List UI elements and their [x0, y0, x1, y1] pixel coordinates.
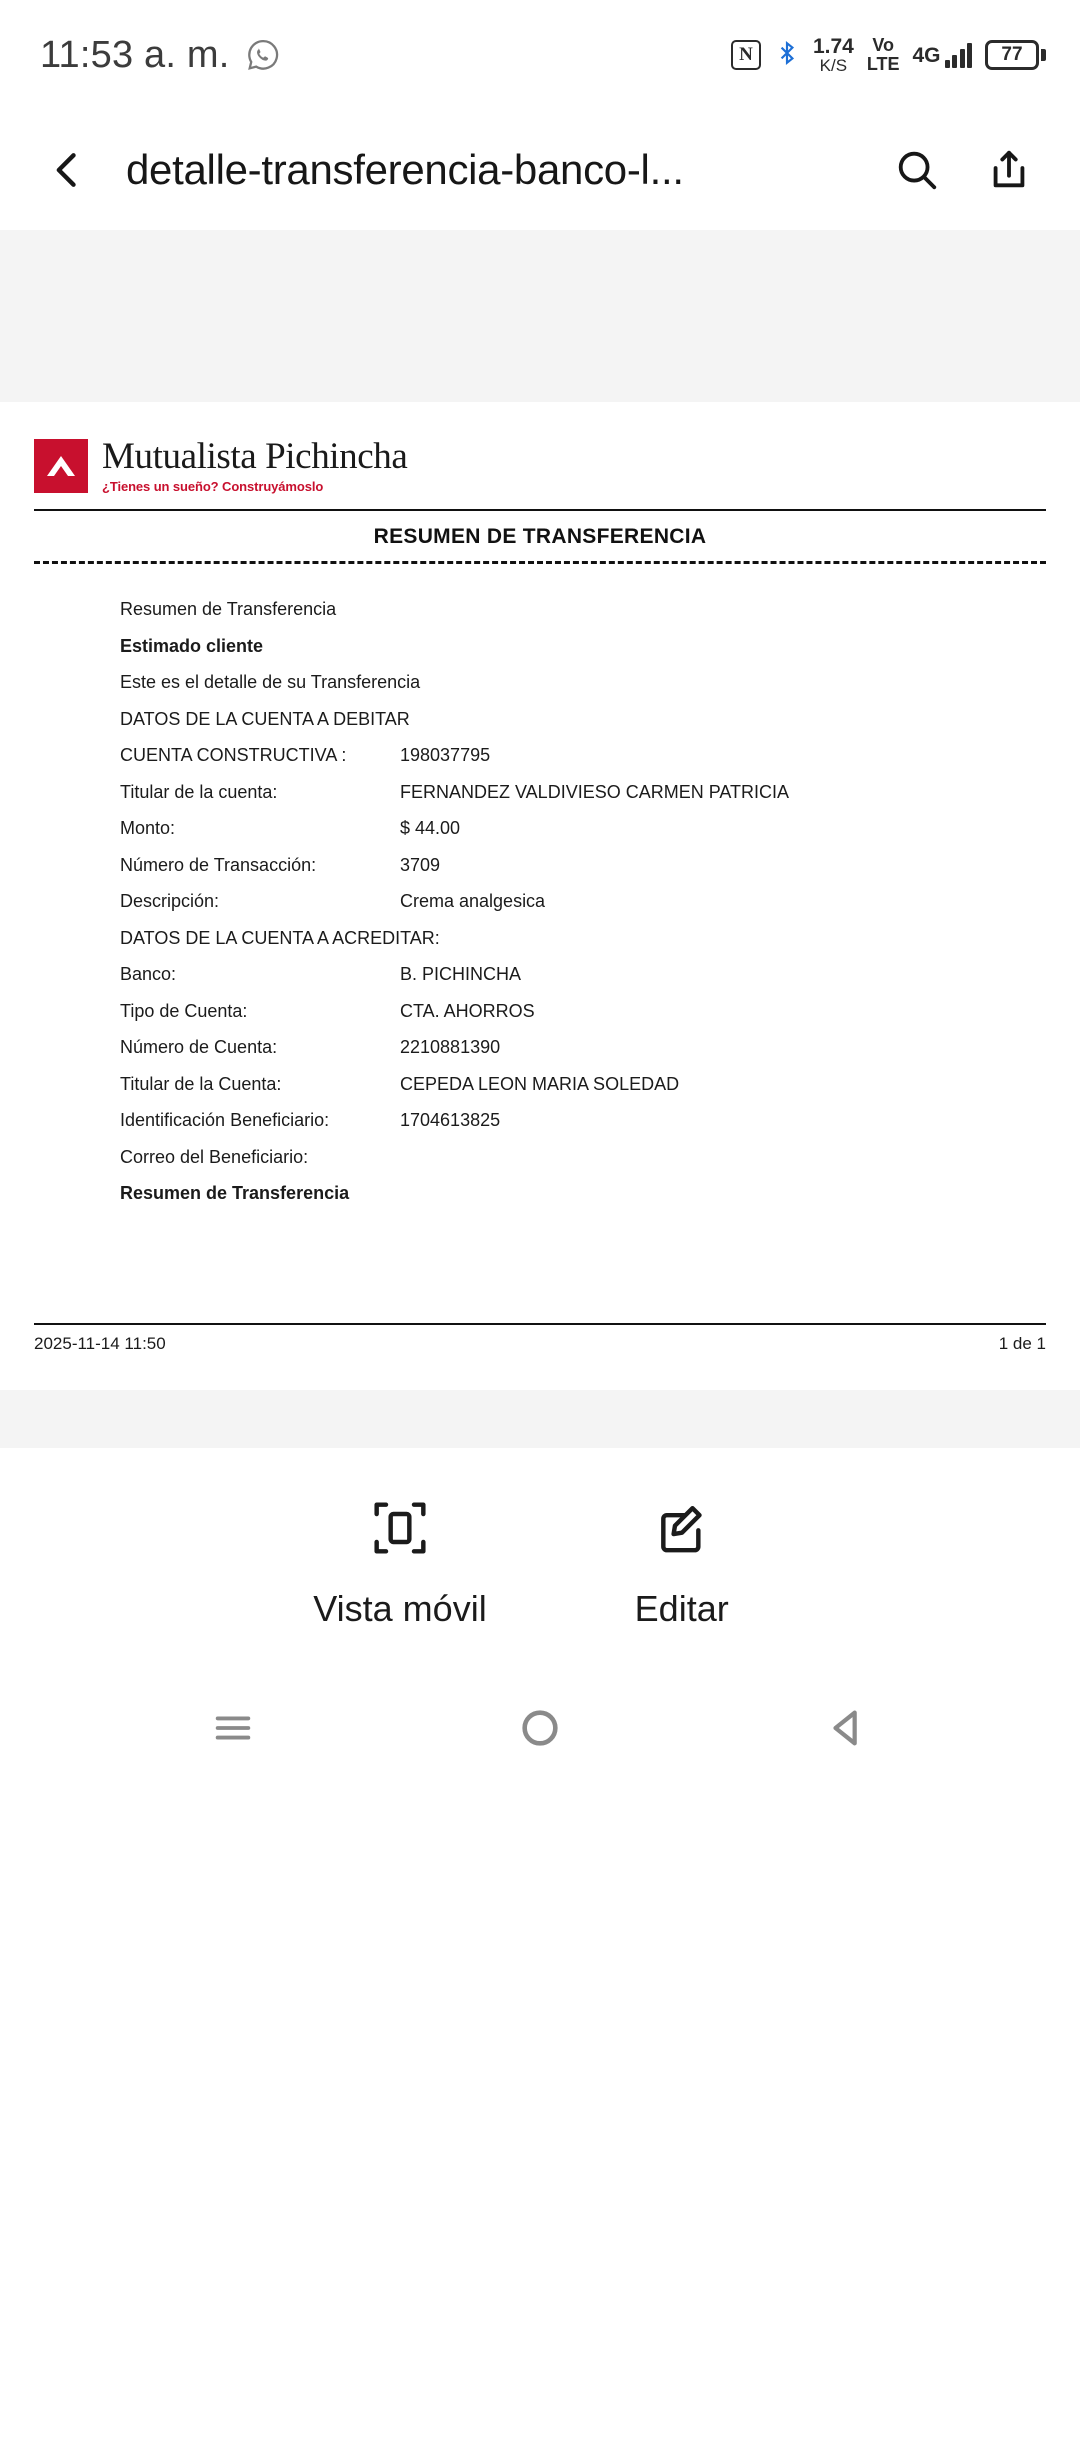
volte-line2: LTE	[866, 54, 900, 74]
status-bar-left	[40, 34, 280, 77]
edit-label: Editar	[634, 1587, 729, 1629]
table-row	[120, 781, 1060, 804]
field-label: Número de Cuenta:	[120, 1037, 278, 1057]
system-nav-bar	[0, 1668, 1080, 1788]
mutualista-mark-icon	[34, 439, 88, 493]
closing-text: Resumen de Transferencia	[120, 1183, 350, 1203]
table-row	[120, 963, 1060, 986]
field-value: 1704613825	[400, 1110, 501, 1130]
field-value: CEPEDA LEON MARIA SOLEDAD	[400, 1073, 680, 1094]
chevron-left-icon	[46, 148, 90, 192]
subtitle-line	[120, 671, 1060, 694]
field-value	[400, 1146, 1060, 1169]
share-icon	[986, 147, 1032, 193]
network-type-label: 4G	[912, 44, 941, 67]
greeting-text: Estimado cliente	[120, 635, 264, 656]
table-row	[120, 1109, 1060, 1132]
status-bar	[0, 0, 1080, 110]
field-label: Banco:	[120, 964, 177, 984]
table-row	[120, 890, 1060, 913]
recents-button[interactable]	[188, 1693, 278, 1763]
edit-icon	[654, 1497, 710, 1564]
viewer-bottom-spacer	[0, 1390, 1080, 1448]
app-bar	[0, 110, 1080, 230]
field-value: 3709	[400, 854, 441, 875]
field-label: Correo del Beneficiario:	[120, 1146, 309, 1167]
brand-name: Mutualista Pichincha	[102, 436, 408, 477]
field-value: FERNANDEZ VALDIVIESO CARMEN PATRICIA	[400, 781, 790, 802]
footer-date: 2025-11-14 11:50	[34, 1334, 166, 1353]
field-value: CTA. AHORROS	[400, 1000, 535, 1021]
footer-page-indicator: 1 de 1	[998, 1334, 1046, 1353]
intro-text: Resumen de Transferencia	[120, 599, 337, 619]
field-value: B. PICHINCHA	[400, 964, 522, 984]
footer-row	[34, 1325, 1046, 1354]
field-label: Identificación Beneficiario:	[120, 1110, 330, 1130]
home-button[interactable]	[495, 1693, 585, 1763]
field-value: $ 44.00	[400, 818, 461, 838]
mobile-view-button[interactable]	[313, 1497, 486, 1630]
network-speed	[813, 36, 854, 74]
nfc-icon: N	[731, 40, 761, 70]
battery-level: 77	[985, 40, 1039, 70]
brand-text-block	[102, 438, 407, 493]
field-label: Titular de la cuenta:	[120, 781, 278, 802]
volte-line1: Vo	[872, 35, 894, 56]
share-button[interactable]	[978, 139, 1040, 201]
closing-line	[120, 1182, 1060, 1205]
viewer-top-spacer	[0, 230, 1080, 402]
table-row	[120, 817, 1060, 840]
whatsapp-icon	[246, 38, 280, 72]
table-row	[120, 1036, 1060, 1059]
field-value: 2210881390	[400, 1037, 501, 1057]
back-nav-button[interactable]	[802, 1693, 892, 1763]
status-bar-right	[731, 36, 1046, 75]
field-label: Tipo de Cuenta:	[120, 1000, 248, 1021]
greeting-line	[120, 635, 1060, 658]
field-label: Titular de la Cuenta:	[120, 1073, 282, 1094]
back-triangle-icon	[824, 1705, 870, 1751]
status-time: 11:53 a. m.	[40, 33, 230, 76]
document-title: RESUMEN DE TRANSFERENCIA	[373, 525, 707, 548]
table-row	[120, 854, 1060, 877]
field-value: Crema analgesica	[400, 891, 546, 911]
mobile-view-label: Vista móvil	[313, 1587, 487, 1629]
page-title: detalle-transferencia-banco-l...	[126, 146, 684, 193]
table-row	[120, 1146, 1060, 1169]
search-icon	[894, 147, 940, 193]
field-value: 198037795	[400, 745, 491, 765]
brand-logo	[34, 438, 407, 493]
field-label: CUENTA CONSTRUCTIVA :	[120, 745, 347, 765]
battery-indicator	[985, 40, 1046, 70]
menu-icon	[210, 1705, 256, 1751]
field-label: Descripción:	[120, 891, 220, 911]
intro-line	[120, 598, 1060, 621]
mobile-view-icon	[372, 1497, 428, 1564]
field-label: Monto:	[120, 818, 176, 838]
bluetooth-icon	[774, 36, 800, 75]
table-row	[120, 1000, 1060, 1023]
header-divider	[34, 509, 1046, 511]
signal-bars-icon	[945, 42, 973, 68]
home-circle-icon	[517, 1705, 563, 1751]
section-debit-heading	[120, 708, 1060, 731]
table-row	[120, 1073, 1060, 1096]
network-speed-value: 1.74	[812, 35, 854, 58]
table-row	[120, 744, 1060, 767]
section-debit-text: DATOS DE LA CUENTA A DEBITAR	[120, 708, 410, 729]
document-body	[20, 564, 1060, 1205]
document-viewer[interactable]	[0, 230, 1080, 1390]
pdf-page	[0, 402, 1080, 1390]
network-speed-unit: K/S	[819, 56, 848, 75]
volte-indicator	[867, 36, 900, 74]
search-button[interactable]	[886, 139, 948, 201]
section-credit-heading	[120, 927, 1060, 950]
section-credit-text: DATOS DE LA CUENTA A ACREDITAR:	[120, 927, 440, 948]
battery-nub-icon	[1041, 49, 1046, 61]
signal-indicator	[912, 42, 972, 68]
field-label: Número de Transacción:	[120, 854, 317, 875]
pdf-header	[20, 402, 1060, 493]
pdf-footer	[20, 1323, 1060, 1354]
brand-slogan: ¿Tienes un sueño? Construyámoslo	[102, 479, 324, 494]
subtitle-text: Este es el detalle de su Transferencia	[120, 672, 421, 692]
back-button[interactable]	[40, 142, 96, 198]
edit-button[interactable]	[597, 1497, 767, 1630]
action-bar	[0, 1448, 1080, 1668]
